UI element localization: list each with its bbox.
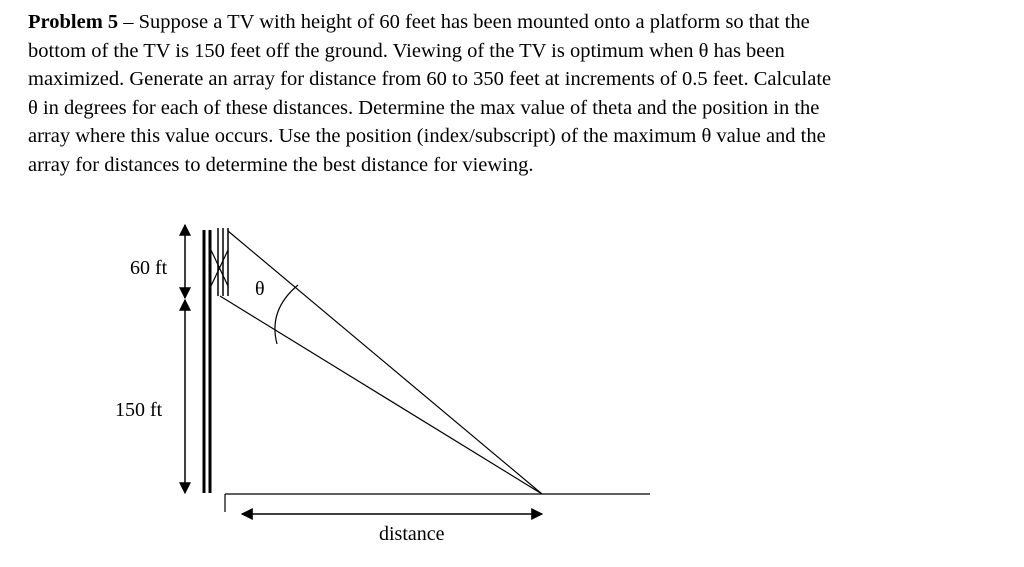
sight-lines	[220, 231, 542, 494]
problem-line-4: θ in degrees for each of these distances. Determine the max value of theta and the position in the	[28, 96, 820, 119]
problem-line-5: array where this value occurs. Use the position (index/subscript) of the maximum θ value and the	[28, 125, 826, 148]
problem-label: Problem 5	[28, 11, 119, 33]
sight-line-top	[228, 231, 542, 494]
distance-label: distance	[379, 523, 445, 545]
tv-screen	[211, 228, 228, 296]
tv-height-label: 60 ft	[130, 257, 168, 279]
angle-arc	[275, 285, 298, 344]
platform-height-label: 150 ft	[115, 399, 163, 421]
problem-line-3: maximized. Generate an array for distance from 60 to 350 feet at increments of 0.5 feet. Calculate	[28, 68, 832, 91]
angle-label: θ	[255, 278, 265, 300]
sight-line-bottom	[220, 296, 542, 494]
problem-line-2: bottom of the TV is 150 feet off the ground. Viewing of the TV is optimum when θ has been	[28, 39, 785, 62]
ground-line	[225, 494, 650, 512]
platform-pole	[204, 230, 210, 493]
problem-line-6: array for distances to determine the best distance for viewing.	[28, 153, 534, 176]
problem-line-1-text: – Suppose a TV with height of 60 feet has been mounted onto a platform so that the	[118, 11, 810, 33]
